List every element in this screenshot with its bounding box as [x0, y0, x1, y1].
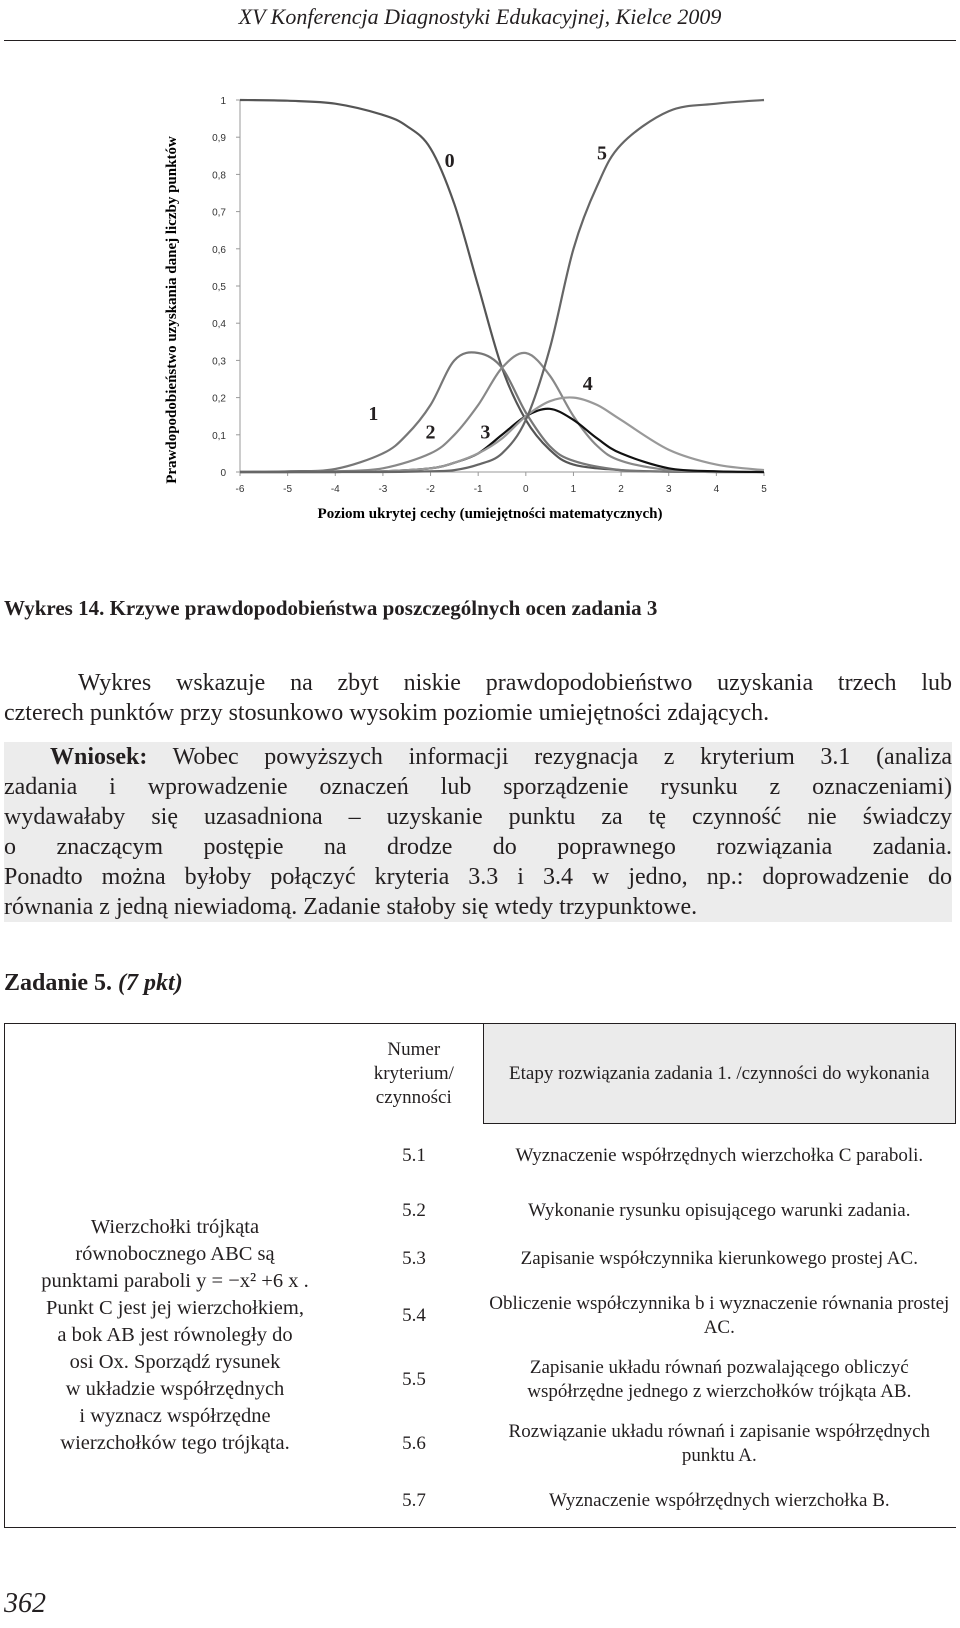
x-tick-label: 3 [665, 484, 672, 495]
statement-line: równobocznego ABC są [75, 1243, 275, 1265]
header-rule [4, 40, 956, 41]
criterion-description: Wyznaczenie współrzędnych wierzchołka B. [483, 1476, 955, 1528]
task-number: Zadanie 5. [4, 970, 113, 996]
y-tick-label: 0,3 [212, 356, 226, 368]
x-tick-label: -5 [283, 484, 293, 495]
text-line: wydawałaby się uzasadniona – uzyskanie punktu za tę czynność nie świadczy [4, 804, 952, 830]
statement-line: a bok AB jest równoległy do [57, 1324, 293, 1346]
text-line: zadania i wprowadzenie oznaczeń lub sporządzenie rysunku z oznaczeniami) [4, 774, 952, 800]
x-tick-label: -3 [378, 484, 388, 495]
series-label-3: 3 [480, 421, 491, 444]
criterion-description: Zapisanie układu równań pozwalającego obliczyć współrzędne jednego z wierzchołków trójkąta AB. [527, 1356, 912, 1402]
x-tick-label: -1 [473, 484, 483, 495]
statement-line: w układzie współrzędnych [65, 1378, 285, 1400]
y-tick-label: 0,7 [212, 207, 226, 219]
criterion-description: Rozwiązanie układu równań i zapisanie współrzędnych punktu A. [508, 1420, 931, 1466]
task-heading [4, 970, 183, 997]
criterion-description: Wyznaczenie współrzędnych wierzchołka C paraboli. [515, 1144, 924, 1166]
figure-caption: Wykres 14. Krzywe prawdopodobieństwa poszczególnych ocen zadania 3 [4, 596, 658, 620]
x-tick-label: 1 [570, 484, 577, 495]
task-points: (7 pkt) [118, 970, 183, 996]
x-tick-label: -2 [426, 484, 435, 495]
y-tick-label: 0,2 [212, 393, 226, 405]
text-line: Ponadto można byłoby połączyć kryteria 3.3 i 3.4 w jedno, np.: doprowadzenie do [4, 864, 952, 890]
y-tick-label: 0,8 [212, 170, 226, 182]
statement-line: osi Ox. Sporządź rysunek [69, 1351, 281, 1373]
column-header-steps: Etapy rozwiązania zadania 1. /czynności do wykonania [483, 1024, 955, 1124]
y-tick-label: 0,5 [212, 282, 226, 293]
criterion-number: 5.5 [402, 1368, 426, 1390]
conclusion-text: Wobec powyższych informacji rezygnacja z kryterium 3.1 (analiza [147, 744, 952, 770]
y-tick-label: 0,1 [212, 430, 226, 442]
statement-line: Wierzchołki trójkąta [90, 1216, 260, 1238]
series-label-4: 4 [582, 373, 593, 396]
chart-y-axis-label: Prawdopodobieństwo uzyskania danej liczby punktów [164, 136, 180, 484]
task-statement-cell [5, 1024, 346, 1528]
statement-line: punktami paraboli y = −x² +6 x . [41, 1270, 309, 1292]
paragraph-conclusion [4, 742, 952, 922]
series-label-2: 2 [425, 421, 436, 444]
y-tick-label: 0,4 [212, 319, 226, 331]
x-tick-label: 4 [713, 484, 720, 495]
y-tick-label: 0,9 [212, 133, 226, 145]
task-statement [5, 1214, 345, 1457]
x-tick-label: -6 [235, 484, 245, 495]
text-line: Wykres wskazuje na zbyt niskie prawdopodobieństwo uzyskania trzech lub [78, 670, 952, 696]
x-tick-label: -4 [330, 484, 340, 495]
series-line-3 [240, 409, 764, 472]
series-label-5: 5 [597, 142, 608, 165]
y-tick-label: 1 [220, 96, 226, 107]
x-tick-label: 5 [761, 484, 767, 495]
statement-line: Punkt C jest jej wierzchołkiem, [46, 1297, 304, 1319]
statement-line: wierzchołków tego trójkąta. [60, 1432, 290, 1454]
series-line-5 [240, 100, 764, 472]
criterion-description: Wykonanie rysunku opisującego warunki zadania. [528, 1199, 911, 1221]
running-header: XV Konferencja Diagnostyki Edukacyjnej, Kielce 2009 [238, 4, 722, 29]
text-line: o znaczącym postępie na drodze do poprawnego rozwiązania zadania. [4, 834, 952, 860]
series-label-1: 1 [368, 402, 379, 425]
column-header-criterion: Numer kryterium/ czynności [345, 1024, 483, 1124]
page-number: 362 [4, 1588, 46, 1619]
criterion-number: 5.1 [402, 1144, 426, 1166]
statement-line: i wyznacz współrzędne [79, 1405, 271, 1427]
criterion-number: 5.3 [402, 1247, 426, 1269]
conclusion-label: Wniosek: [50, 744, 148, 770]
text-line [4, 742, 952, 772]
y-tick-label: 0,6 [212, 244, 226, 256]
criterion-number: 5.6 [402, 1432, 426, 1454]
x-tick-label: 0 [523, 484, 529, 495]
y-tick-label: 0 [220, 468, 226, 479]
criterion-description: Obliczenie współczynnika b i wyznaczenie równania prostej AC. [489, 1292, 950, 1338]
criterion-number: 5.7 [345, 1476, 483, 1528]
criteria-table [4, 1023, 956, 1528]
series-label-0: 0 [444, 149, 455, 172]
text-line: równania z jedną niewiadomą. Zadanie stałoby się wtedy trzypunktowe. [4, 894, 698, 920]
text-line: czterech punktów przy stosunkowo wysokim poziomie umiejętności zdających. [4, 700, 770, 726]
x-tick-label: 2 [618, 484, 624, 495]
paragraph-interpretation [4, 668, 952, 728]
criterion-description: Zapisanie współczynnika kierunkowego prostej AC. [520, 1247, 918, 1269]
chart-series [240, 100, 764, 472]
chart-x-axis-label: Poziom ukrytej cechy (umiejętności matematycznych) [317, 506, 663, 522]
criterion-number: 5.4 [402, 1304, 426, 1326]
criterion-number: 5.2 [402, 1199, 426, 1221]
probability-curves-chart [150, 82, 790, 542]
series-line-0 [240, 100, 764, 472]
